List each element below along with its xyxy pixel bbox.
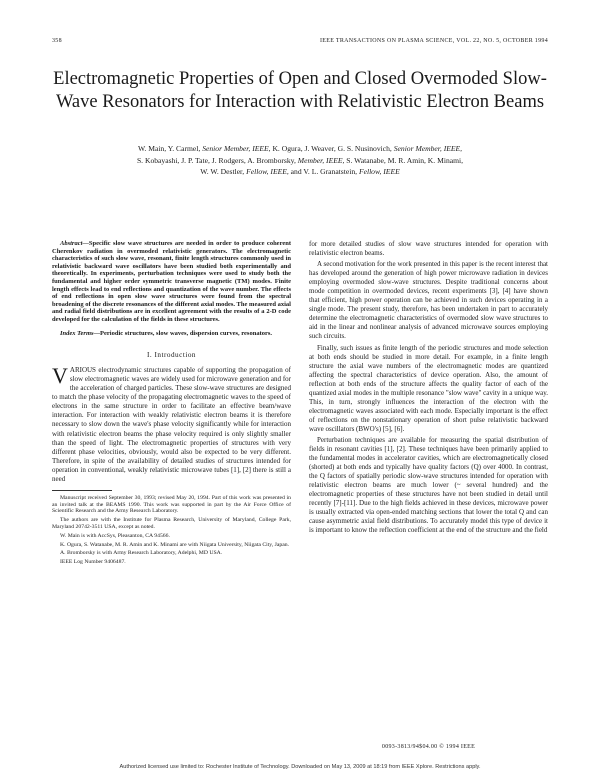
- author-role: Senior Member, IEEE,: [393, 144, 463, 153]
- index-terms: [52, 330, 291, 338]
- author-list: [52, 143, 548, 178]
- author-names: W. Main, Y. Carmel,: [137, 144, 201, 153]
- index-terms-text: Periodic structures, slow waves, dispersion curves, resonators.: [100, 329, 273, 337]
- author-names: S. Watanabe, M. R. Amin, K. Minami,: [346, 155, 464, 165]
- author-names: and V. L. Granatstein,: [290, 167, 358, 176]
- author-names: W. W. Destler,: [200, 167, 245, 176]
- drop-cap: V: [52, 363, 68, 389]
- copyright-line: 0093-3813/94$04.00 © 1994 IEEE: [381, 744, 476, 750]
- author-role: Fellow, IEEE: [358, 167, 400, 176]
- journal-header: IEEE TRANSACTIONS ON PLASMA SCIENCE, VOL. 22, NO. 5, OCTOBER 1994: [319, 38, 548, 44]
- footnote-divider: [52, 490, 112, 491]
- author-role: Fellow, IEEE,: [246, 167, 289, 176]
- abstract-text: Specific slow wave structures are needed in order to produce coherent Cherenkov radiation in overmoded relativistic generators. The electromagnetic characteristics of such slow wave, resonant, finite length structures commonly used in relativistic backward wave oscillators have been studied both experimentally and theoretically. In experiments, perturbation techniques were used to study both the fundamental and higher order symmetric transverse magnetic (TM) modes. Finite length effects lead to end reflections and quantization of the wave number. The effects of end reflections in open slow wave structures were found from the spectral broadening of the discrete resonances of the different axial modes. The measured axial and radial field distributions are in excellent agreement with the results of a 2-D code developed for the calculation of the fields in these structures.: [52, 240, 291, 323]
- section-heading: I. Introduction: [146, 351, 197, 360]
- footnote: IEEE Log Number 9406487.: [60, 559, 126, 566]
- footnote: Manuscript received September 30, 1993; revised May 20, 1994. Part of this work was presented in an invited talk at the BEAMS 1990. This work was supported in part by the Air Force Office of Scientific Research and the Army Research Laboratory.: [52, 494, 291, 515]
- paper-title: Electromagnetic Properties of Open and Closed Overmoded Slow-Wave Resonators for Interaction with Relativistic Electron Beams: [53, 69, 547, 112]
- index-terms-label: Index Terms—: [60, 329, 101, 337]
- footnote: A. Bromborsky is with Army Research Laboratory, Adelphi, MD USA.: [60, 550, 223, 557]
- intro-paragraph: [52, 363, 291, 484]
- intro-text: ARIOUS electrodynamic structures capable of supporting the propagation of slow electromagnetic waves are widely used for microwave generation and for the acceleration of charged particles. These slow-wave structures are designed to match the phase velocity of the propagating electromagnetic waves to the speed of electrons in the same structure in order to facilitate an effective beam/wave interaction. For interaction with weakly relativistic electron beams it is therefore necessary to slow down the wave's phase velocity significantly while for interaction with relativistic electron beams the phase velocity required is only slightly smaller than the speed of light. The electromagnetic properties of structures with very different phase velocities, obviously, would also be expected to be very different. Therefore, in spite of the availability of detailed studies of structures intended for operation in conventional, weakly relativistic microwave tubes [1], [2] there is still a need: [52, 366, 291, 483]
- body-paragraph: A second motivation for the work presented in this paper is the recent interest that has developed around the generation of high power microwave radiation in devices employing overmoded slow-wave structures. Despite traditional concerns about mode competition in overmoded devices, recent experiments [3], [4] have shown that efficient, high power operation can be achieved in such devices operating in a single mode. The present study, therefore, has been undertaken in part to accurately determine the electromagnetic characteristics of overmoded slow wave structures to aid in the linear and nonlinear analysis of advanced microwave sources employing such circuits.: [309, 260, 548, 341]
- body-paragraph: Perturbation techniques are available for measuring the spatial distribution of fields in resonant cavities [1], [2]. These techniques have been primarily applied to the fundamental modes in accelerator cavities, which are electromagnetically closed (shorted) at both ends and typically have quality factors (Q) over 4000. In contrast, the Q factors of spatially periodic slow-wave structures intended for operation with relativistic electron beams are much lower (~ several hundred) and the electromagnetic properties of these structures have not been studied in detail until recently [7]-[11]. Due to the high fields achieved in these devices, microwave power is usually extracted via open-ended matching sections that lower the total Q and can cause asymmetric axial field distributions. To accurately model this type of device it is important to know the reflection coefficient at the end of the structure and the field: [309, 435, 548, 535]
- author-names: S. Kobayashi, J. P. Tate, J. Rodgers, A. Bromborsky,: [136, 155, 296, 165]
- author-line: [52, 143, 548, 155]
- author-names: K. Ogura, J. Weaver, G. S. Nusinovich,: [272, 144, 392, 153]
- right-column: [309, 240, 548, 538]
- author-line: [52, 166, 548, 178]
- page-number: 358: [52, 38, 62, 44]
- author-line: [52, 155, 548, 167]
- license-watermark: Authorized licensed use limited to: Rochester Institute of Technology. Downloaded on May 13, 2009 at 18:19 from IEEE Xplore. Restrictions apply.: [119, 764, 481, 770]
- abstract-label: Abstract—: [60, 240, 89, 247]
- left-column: [52, 240, 291, 568]
- footnote: W. Main is with AccSys, Pleasanton, CA 94566.: [60, 532, 170, 539]
- body-paragraph: for more detailed studies of slow wave structures intended for operation with relativistic electron beams.: [309, 240, 548, 258]
- running-header: [52, 38, 548, 50]
- author-role: Member, IEEE,: [297, 155, 345, 165]
- footnote: The authors are with the Institute for Plasma Research, University of Maryland, College Park, Maryland 20742-3511 USA, except as noted.: [52, 517, 291, 530]
- abstract: [52, 240, 291, 324]
- author-role: Senior Member, IEEE,: [202, 144, 271, 153]
- footnote: K. Ogura, S. Watanabe, M. R. Amin and K. Minami are with Niigata University, Niigata City, Japan.: [60, 541, 289, 548]
- body-paragraph: Finally, such issues as finite length of the periodic structures and mode selection at both ends should be studied in more detail. For example, in a finite length structure the axial wave numbers of the electromagnetic modes are quantized affecting the spectral characteristics of device operation. Also, the amount of reflection at both ends of the structure affects the quality factor of each of the quantized axial modes in the multiple resonance "slow wave" cavity in a unique way. This, in turn, strongly influences the interaction of the electron with the electromagnetic waves associated with each mode. Especially important is the effect of reflections on the nonstationary operation of short pulse relativistic backward wave oscillators (BWO's) [5], [6].: [309, 343, 548, 433]
